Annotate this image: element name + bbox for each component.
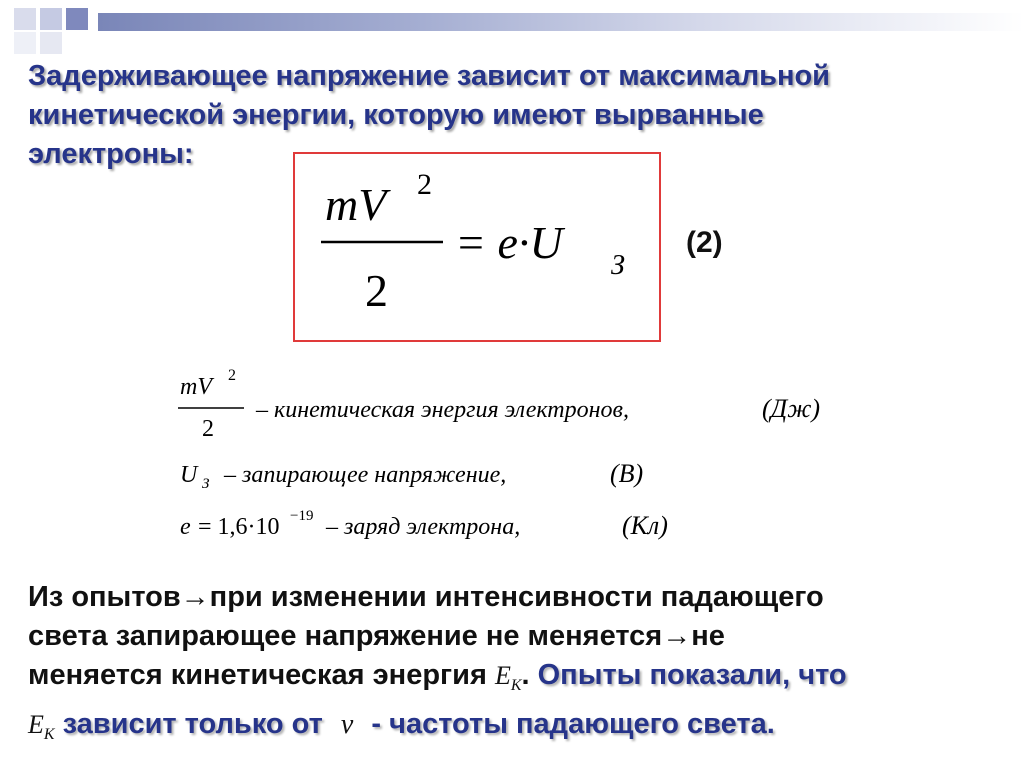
svg-text:= 1,6·10: = 1,6·10 xyxy=(198,514,280,540)
definition-text: – кинетическая энергия электронов, xyxy=(256,397,629,423)
main-formula-box xyxy=(293,152,661,342)
decor-square xyxy=(14,32,36,54)
definition-unit: (Дж) xyxy=(762,394,821,423)
decor-square xyxy=(14,8,36,30)
decor-square xyxy=(40,8,62,30)
svg-text:2: 2 xyxy=(228,367,236,384)
main-formula xyxy=(295,154,663,344)
intro-line: электроны: xyxy=(28,138,194,170)
definition-text: – запирающее напряжение, xyxy=(224,462,507,488)
formula-rhs: = e·U xyxy=(455,217,563,268)
conclusion-text xyxy=(28,578,1008,754)
definition-kinetic-energy xyxy=(178,367,820,442)
definitions-list xyxy=(176,364,896,554)
ek-symbol: $E_K$ xyxy=(494,661,522,695)
nu-symbol: ν xyxy=(340,709,354,741)
svg-text:mV: mV xyxy=(180,374,212,400)
svg-text:−19: −19 xyxy=(290,508,314,524)
conclusion-highlight: Опыты показали, что xyxy=(537,659,847,691)
definition-electron-charge xyxy=(180,508,668,540)
conclusion-highlight: зависит только от xyxy=(62,708,323,741)
svg-text:З: З xyxy=(202,476,210,492)
svg-text:U: U xyxy=(180,462,198,488)
formula-denominator: 2 xyxy=(365,265,388,316)
formula-exponent: 2 xyxy=(417,168,432,201)
definition-text: – заряд электрона, xyxy=(326,514,521,540)
equation-number: (2) xyxy=(686,226,723,259)
decor-square xyxy=(40,32,62,54)
conclusion-line: Из опытов→при изменении интенсивности падающего xyxy=(28,581,824,613)
svg-text:2: 2 xyxy=(202,416,214,442)
svg-text:e: e xyxy=(180,514,191,540)
conclusion-line: света запирающее напряжение не меняется→не xyxy=(28,620,725,652)
header-gradient-bar xyxy=(98,13,1024,31)
decor-square xyxy=(66,8,88,30)
formula-subscript: З xyxy=(611,250,625,281)
conclusion-text-part: меняется кинетическая энергия xyxy=(28,659,487,691)
definition-unit: (Кл) xyxy=(622,511,668,540)
period: . xyxy=(521,659,530,691)
conclusion-line xyxy=(28,656,1008,705)
intro-line: Задерживающее напряжение зависит от максимальной xyxy=(28,60,831,92)
definition-stopping-voltage xyxy=(180,459,643,492)
intro-line: кинетической энергии, которую имеют вырванные xyxy=(28,99,764,131)
conclusion-highlight: - частоты падающего света. xyxy=(371,708,775,741)
conclusion-line xyxy=(28,705,1008,754)
definition-unit: (В) xyxy=(610,459,644,488)
ek-symbol: $E_K$ xyxy=(28,710,55,744)
formula-numerator: mV xyxy=(325,179,387,230)
